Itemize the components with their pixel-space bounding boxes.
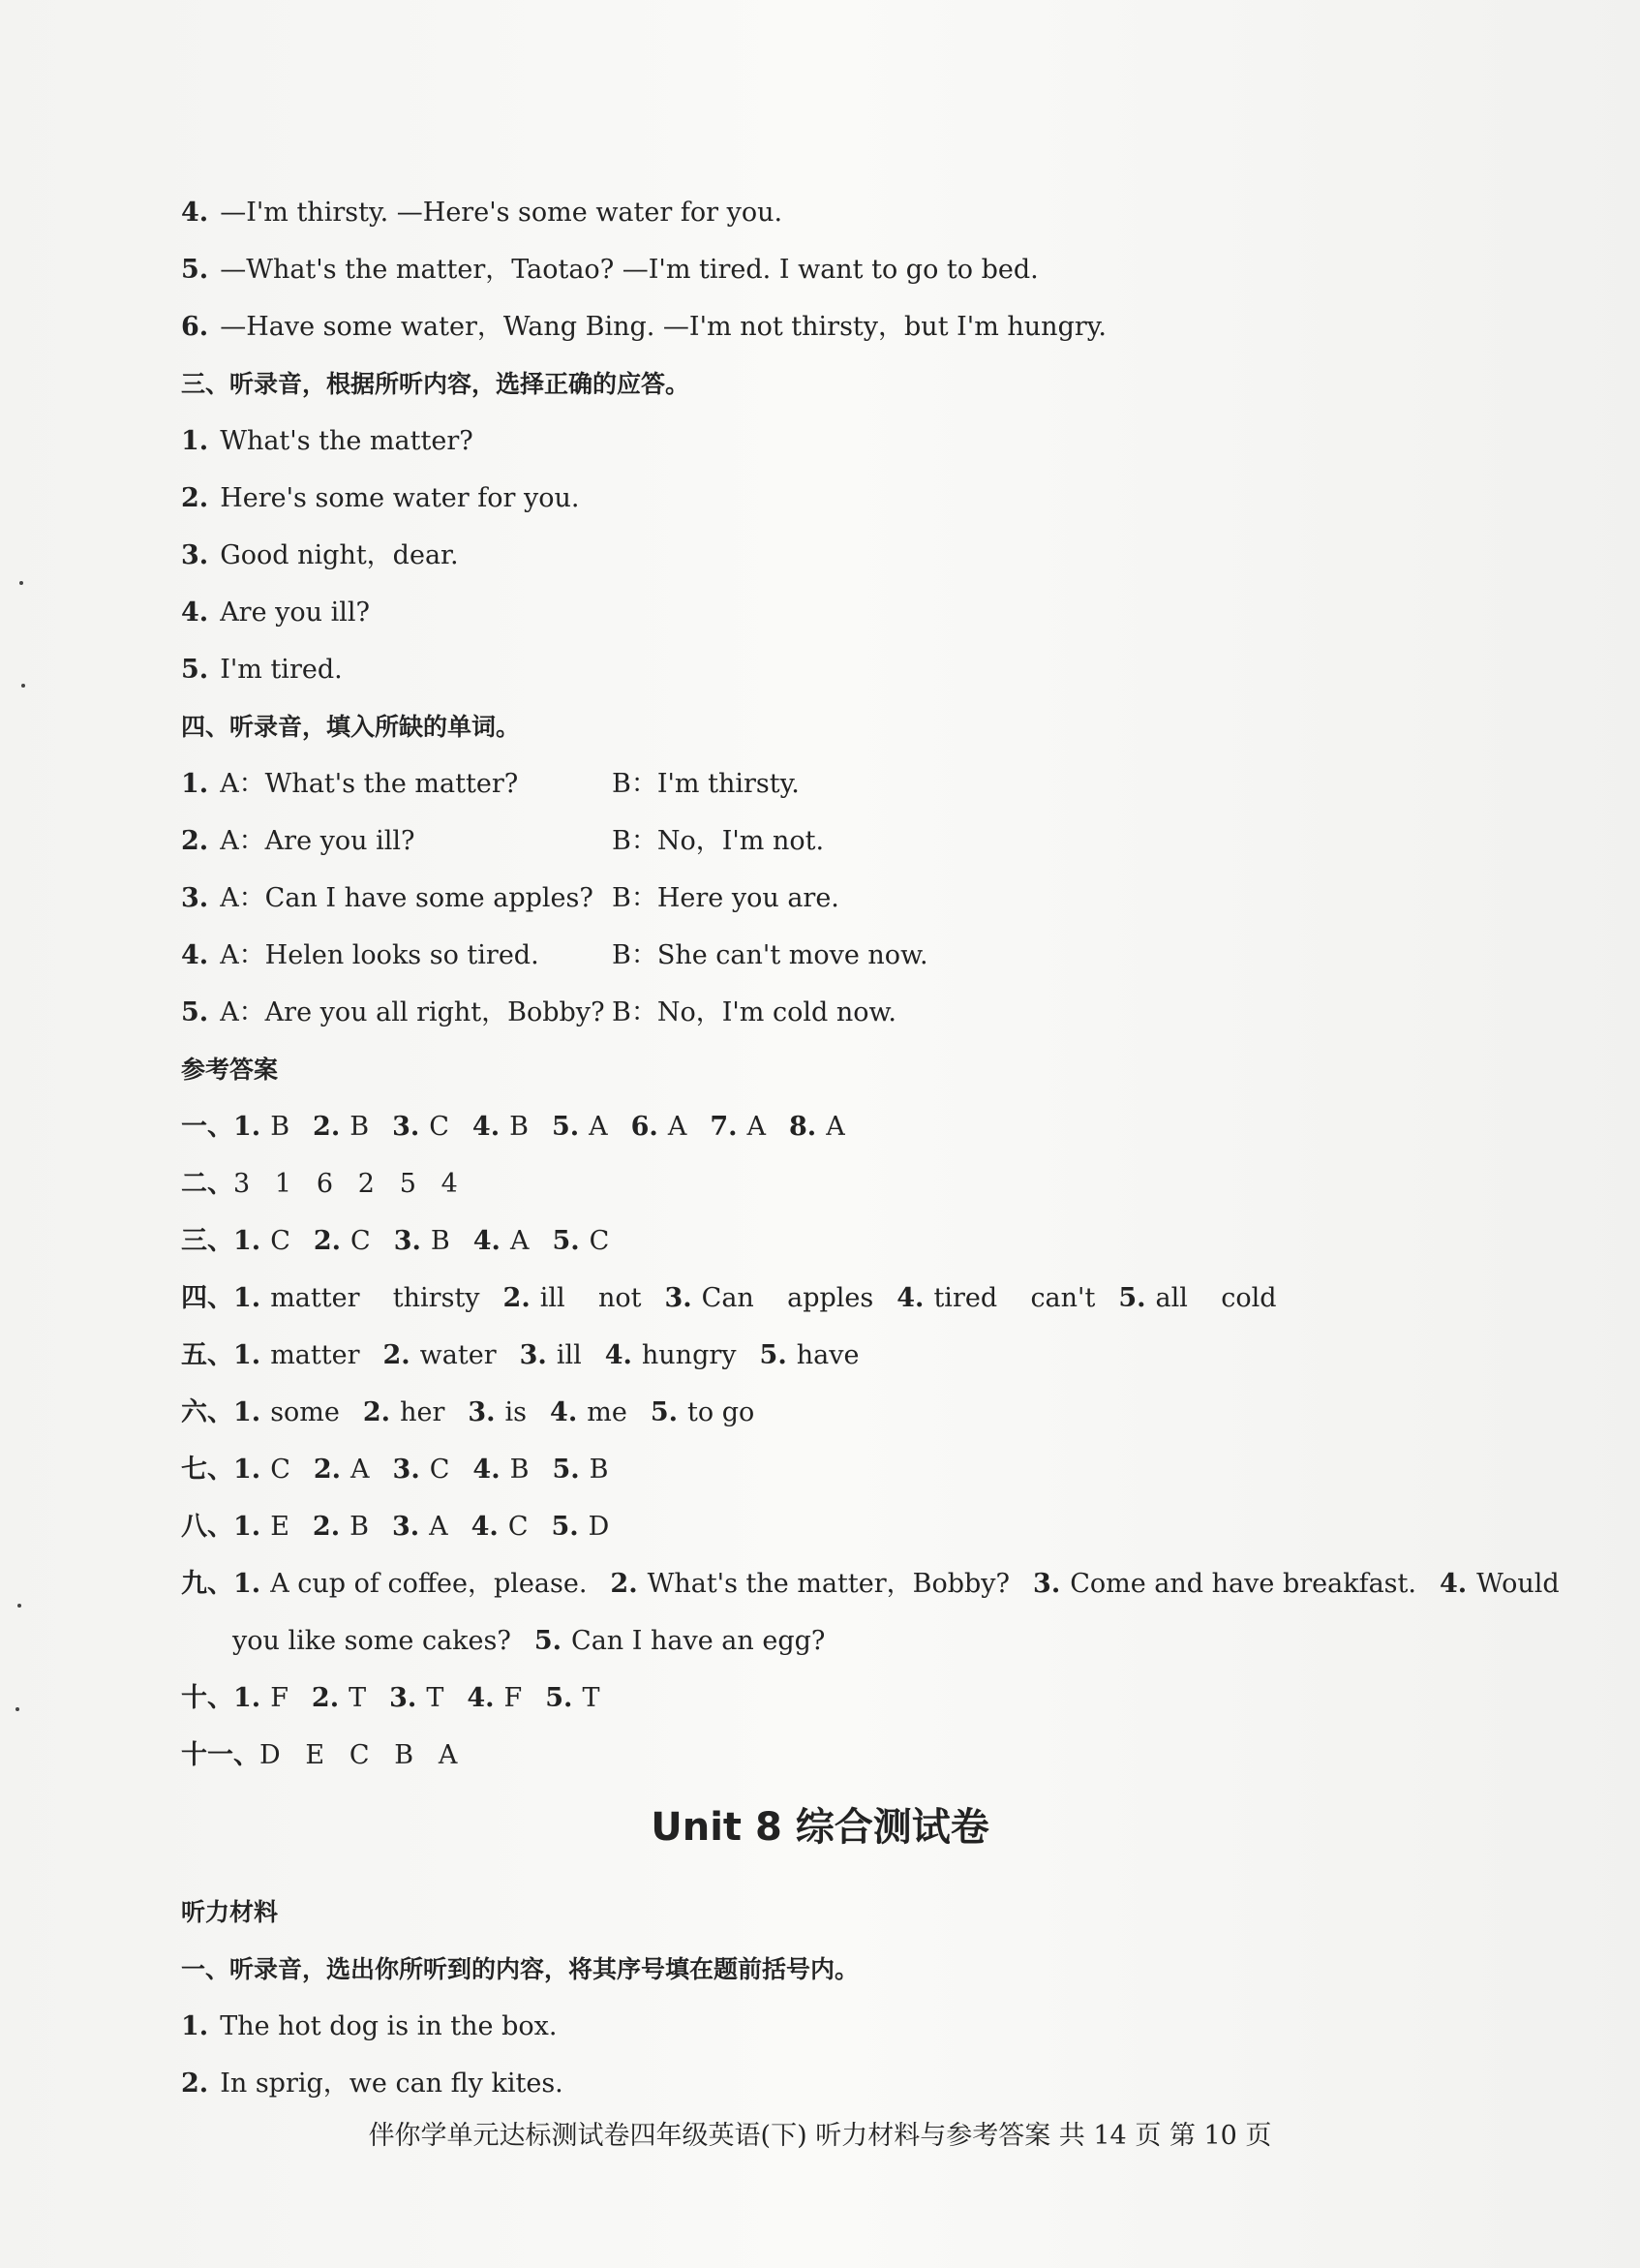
answer-value: all cold xyxy=(1155,1283,1277,1313)
answer-number: 5. xyxy=(551,1512,579,1542)
answer-value: E xyxy=(270,1512,289,1542)
answer-number: 2. xyxy=(313,1455,342,1485)
answer-values: D E C B A xyxy=(259,1740,458,1770)
answer-number: 4. xyxy=(471,1512,499,1542)
answer-value: C xyxy=(350,1226,371,1256)
answer-value: tired can't xyxy=(933,1283,1096,1313)
answer-number: 3. xyxy=(391,1512,420,1542)
answer-row xyxy=(181,1279,1277,1318)
answer-row-label: 三、 xyxy=(181,1226,233,1256)
answer-row-label: 十、 xyxy=(181,1683,233,1713)
scan-mark xyxy=(21,684,25,688)
answer-row xyxy=(181,1508,609,1547)
answer-number: 2. xyxy=(313,1226,342,1256)
answer-value: A cup of coffee，please. xyxy=(270,1569,588,1599)
dialogue-pair: 5. A：Are you all right，Bobby? B：No，I'm cold now. xyxy=(181,997,897,1027)
answer-value: T xyxy=(349,1683,367,1713)
answer-number: 3. xyxy=(392,1455,420,1485)
answer-value: C xyxy=(429,1112,449,1142)
answer-value: ill not xyxy=(539,1283,642,1313)
section-subheading: 听力材料 xyxy=(181,1898,279,1926)
list-item: 1. What's the matter? xyxy=(181,426,473,456)
answer-row xyxy=(232,1622,825,1661)
answer-number: 3. xyxy=(468,1397,496,1427)
answer-number: 3. xyxy=(392,1112,420,1142)
answer-value: B xyxy=(349,1112,370,1142)
answer-row-label: 九、 xyxy=(181,1569,233,1599)
answer-value: A xyxy=(826,1112,845,1142)
answer-number: 2. xyxy=(362,1397,391,1427)
answer-row-label: 十一、 xyxy=(181,1740,259,1770)
answer-value: C xyxy=(270,1455,290,1485)
answer-value: T xyxy=(426,1683,444,1713)
dialogue-pair: 2. A：Are you ill? B：No，I'm not. xyxy=(181,826,825,856)
answer-number: 1. xyxy=(233,1397,261,1427)
answer-row-label: 四、 xyxy=(181,1283,233,1313)
list-item: 3. Good night，dear. xyxy=(181,540,459,570)
answer-row xyxy=(181,1222,609,1261)
answer-number: 4. xyxy=(604,1340,632,1370)
answer-row xyxy=(181,1336,859,1375)
answer-number: 3. xyxy=(664,1283,692,1313)
answer-number: 4. xyxy=(472,1455,501,1485)
answer-number: 3. xyxy=(1033,1569,1061,1599)
answer-value: me xyxy=(587,1397,627,1427)
section-heading: 四、听录音，填入所缺的单词。 xyxy=(181,713,521,741)
answer-value: matter xyxy=(270,1340,360,1370)
answer-number: 5. xyxy=(552,1455,580,1485)
answer-value: B xyxy=(349,1512,369,1542)
answer-value: B xyxy=(509,1455,530,1485)
dialogue-line: 6. —Have some water，Wang Bing. —I'm not thirsty，but I'm hungry. xyxy=(181,312,1108,342)
answer-row-label: 六、 xyxy=(181,1397,233,1427)
dialogue-pair: 3. A：Can I have some apples? B：Here you are. xyxy=(181,883,839,913)
answer-number: 1. xyxy=(233,1112,261,1142)
answer-value: B xyxy=(430,1226,450,1256)
answer-value: A xyxy=(350,1455,370,1485)
answer-value: C xyxy=(589,1226,610,1256)
unit-title: Unit 8 综合测试卷 xyxy=(651,1805,989,1850)
answer-number: 1. xyxy=(233,1455,261,1485)
answer-value: What's the matter，Bobby? xyxy=(647,1569,1011,1599)
answer-number: 2. xyxy=(382,1340,410,1370)
answer-value: A xyxy=(667,1112,687,1142)
answer-value: D xyxy=(588,1512,610,1542)
answer-row xyxy=(181,1451,608,1489)
answer-value: F xyxy=(270,1683,289,1713)
answer-value: B xyxy=(589,1455,609,1485)
answer-number: 5. xyxy=(650,1397,679,1427)
answer-value: Come and have breakfast. xyxy=(1070,1569,1416,1599)
list-item: 1. The hot dog is in the box. xyxy=(181,2011,558,2041)
answer-number: 1. xyxy=(233,1512,261,1542)
answer-number: 1. xyxy=(233,1283,261,1313)
answer-value: ill xyxy=(556,1340,582,1370)
answer-value: matter thirsty xyxy=(270,1283,480,1313)
answer-value: A xyxy=(746,1112,767,1142)
answer-value: A xyxy=(429,1512,448,1542)
answer-row xyxy=(181,1679,599,1718)
answer-value: her xyxy=(400,1397,445,1427)
answer-row xyxy=(181,1394,754,1432)
answer-row xyxy=(181,1736,457,1775)
dialogue-line: 5. —What's the matter，Taotao? —I'm tired. I want to go to bed. xyxy=(181,255,1039,285)
answer-number: 5. xyxy=(759,1340,787,1370)
answer-number: 2. xyxy=(502,1283,531,1313)
answer-number: 2. xyxy=(312,1512,341,1542)
answer-row xyxy=(181,1165,458,1204)
section-heading: 三、听录音，根据所听内容，选择正确的应答。 xyxy=(181,370,690,398)
answer-number: 3. xyxy=(389,1683,417,1713)
answer-number: 8. xyxy=(789,1112,817,1142)
answer-number: 6. xyxy=(630,1112,658,1142)
answer-number: 4. xyxy=(550,1397,578,1427)
answer-value: you like some cakes? xyxy=(232,1626,511,1656)
answer-value: have xyxy=(796,1340,860,1370)
answer-number: 7. xyxy=(710,1112,738,1142)
answer-number: 4. xyxy=(896,1283,925,1313)
answer-number: 1. xyxy=(233,1683,261,1713)
answer-number: 3. xyxy=(393,1226,421,1256)
answer-number: 5. xyxy=(533,1626,562,1656)
answer-number: 1. xyxy=(233,1569,261,1599)
list-item: 4. Are you ill? xyxy=(181,598,371,628)
answer-value: C xyxy=(429,1455,450,1485)
answer-number: 5. xyxy=(545,1683,573,1713)
answer-row-label: 七、 xyxy=(181,1455,233,1485)
answer-values: 3 1 6 2 5 4 xyxy=(233,1169,458,1199)
answer-value: Can I have an egg? xyxy=(571,1626,826,1656)
answer-number: 5. xyxy=(552,1226,580,1256)
list-item: 2. Here's some water for you. xyxy=(181,483,580,513)
answer-value: B xyxy=(509,1112,529,1142)
answer-number: 5. xyxy=(1118,1283,1146,1313)
answer-number: 4. xyxy=(467,1683,495,1713)
dialogue-pair: 1. A：What's the matter? B：I'm thirsty. xyxy=(181,769,800,799)
answer-number: 2. xyxy=(313,1112,341,1142)
dialogue-line: 4. —I'm thirsty. —Here's some water for you. xyxy=(181,198,783,228)
answer-value: to go xyxy=(687,1397,755,1427)
answer-row-label: 二、 xyxy=(181,1169,233,1199)
answer-value: C xyxy=(507,1512,529,1542)
answer-number: 5. xyxy=(551,1112,580,1142)
answer-value: A xyxy=(589,1112,608,1142)
answer-value: F xyxy=(503,1683,523,1713)
answer-number: 4. xyxy=(472,1226,501,1256)
page-footer: 伴你学单元达标测试卷四年级英语(下) 听力材料与参考答案 共 14 页 第 10 页 xyxy=(368,2121,1272,2151)
answer-value: C xyxy=(270,1226,290,1256)
answer-value: some xyxy=(270,1397,340,1427)
answer-row-label: 一、 xyxy=(181,1112,233,1142)
answer-row-label: 八、 xyxy=(181,1512,233,1542)
answer-number: 3. xyxy=(519,1340,547,1370)
answer-value: water xyxy=(419,1340,497,1370)
answer-value: A xyxy=(509,1226,530,1256)
answer-value: Would xyxy=(1476,1569,1560,1599)
answer-number: 1. xyxy=(233,1226,261,1256)
answer-value: hungry xyxy=(641,1340,737,1370)
answer-row xyxy=(181,1108,845,1147)
answer-number: 4. xyxy=(471,1112,501,1142)
answer-value: T xyxy=(582,1683,600,1713)
list-item: 5. I'm tired. xyxy=(181,655,343,685)
answer-number: 4. xyxy=(1439,1569,1468,1599)
answer-value: is xyxy=(504,1397,528,1427)
answer-number: 1. xyxy=(233,1340,261,1370)
answer-number: 2. xyxy=(610,1569,638,1599)
answer-value: B xyxy=(270,1112,290,1142)
scan-mark xyxy=(19,581,23,585)
answer-number: 2. xyxy=(311,1683,340,1713)
answer-row-label: 五、 xyxy=(181,1340,233,1370)
dialogue-pair: 4. A：Helen looks so tired. B：She can't move now. xyxy=(181,940,928,970)
answer-value: Can apples xyxy=(701,1283,874,1313)
scan-mark xyxy=(17,1604,21,1608)
answer-row xyxy=(181,1565,1560,1604)
section-heading: 一、听录音，选出你所听到的内容，将其序号填在题前括号内。 xyxy=(181,1955,860,1983)
scan-mark xyxy=(15,1707,19,1711)
list-item: 2. In sprig，we can fly kites. xyxy=(181,2069,563,2099)
answers-heading: 参考答案 xyxy=(181,1056,279,1084)
